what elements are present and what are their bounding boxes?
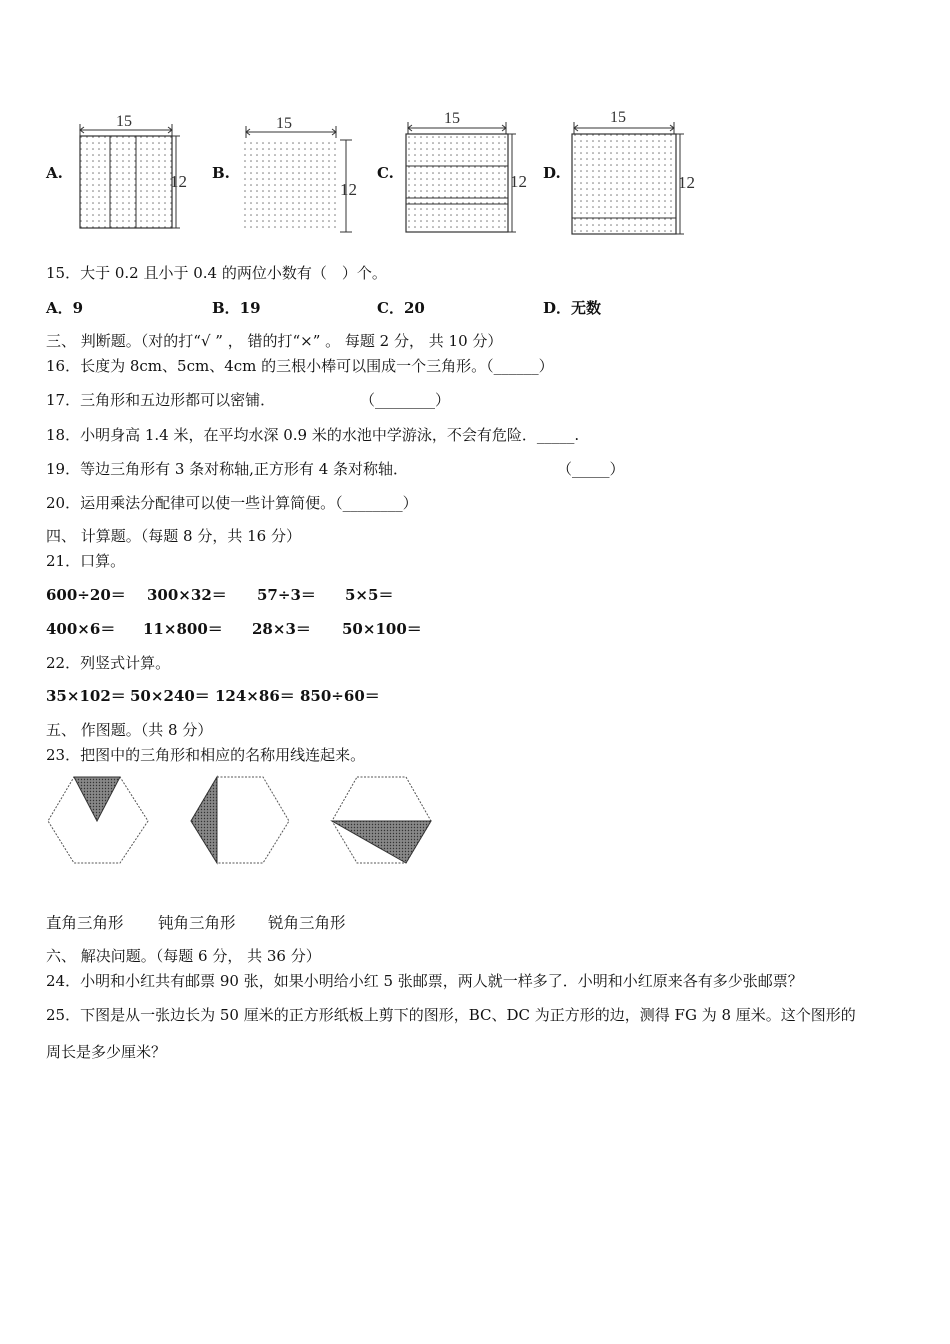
q17-blank: （________）	[360, 391, 451, 409]
hexagon-2	[191, 777, 289, 863]
calc-1-1: 600÷20＝	[46, 586, 126, 604]
figure-option-c	[400, 104, 535, 239]
fig-b-side: 12	[340, 180, 357, 199]
q17-text: 17．三角形和五边形都可以密铺．	[46, 391, 276, 409]
calc-3-2: 50×240＝	[130, 687, 210, 705]
fig-a-top: 15	[116, 113, 132, 130]
q16-text: 16．长度为 8cm、5cm、4cm 的三根小棒可以围成一个三角形。（______）	[46, 357, 554, 375]
option-b-label: B.	[212, 164, 230, 182]
q25-text-line2: 周长是多少厘米？	[46, 1043, 167, 1061]
q15-text: 15．大于 0.2 且小于 0.4 的两位小数有（ ）个。	[46, 264, 387, 282]
q15-option-b: B．19	[212, 299, 261, 317]
calc-2-2: 11×800＝	[143, 620, 223, 638]
q19-blank: （_____）	[557, 460, 625, 478]
calc-3-4: 850÷60＝	[300, 687, 380, 705]
calc-2-1: 400×6＝	[46, 620, 116, 638]
q19-text: 19．等边三角形有 3 条对称轴,正方形有 4 条对称轴．	[46, 460, 409, 478]
q21-text: 21．口算。	[46, 552, 126, 570]
name-acute-triangle: 锐角三角形	[268, 914, 346, 932]
q24-text: 24．小明和小红共有邮票 90 张，如果小明给小红 5 张邮票，两人就一样多了．小明和小红原来各有多少张邮票？	[46, 972, 803, 990]
fig-c-side: 12	[510, 172, 527, 191]
option-c-label: C.	[377, 164, 394, 182]
q15-option-a: A．9	[46, 299, 84, 317]
q20-text: 20．运用乘法分配律可以使一些计算简便。（________）	[46, 494, 418, 512]
hexagon-1	[48, 777, 148, 863]
fig-c-top: 15	[444, 110, 460, 127]
figure-option-a	[72, 110, 197, 235]
fig-a-side: 12	[170, 172, 187, 191]
fig-d-side: 12	[678, 173, 695, 192]
option-a-label: A.	[46, 164, 63, 182]
q18-text: 18．小明身高 1.4 米，在平均水深 0.9 米的水池中学游泳，不会有危险．_____.	[46, 426, 580, 444]
section-3-title: 三、 判断题。（对的打“√ ” ， 错的打“×” 。 每题 2 分， 共 10 分）	[46, 332, 503, 350]
name-right-triangle: 直角三角形	[46, 914, 124, 932]
q25-text-line1: 25．下图是从一张边长为 50 厘米的正方形纸板上剪下的图形，BC、DC 为正方形的边，测得 FG 为 8 厘米。这个图形的	[46, 1006, 856, 1024]
figure-option-b	[236, 110, 366, 240]
q15-option-d: D．无数	[543, 299, 602, 317]
name-obtuse-triangle: 钝角三角形	[158, 914, 236, 932]
figure-option-d	[566, 102, 706, 242]
calc-1-2: 300×32＝	[147, 586, 227, 604]
hexagon-figures	[44, 775, 444, 867]
option-d-label: D.	[543, 164, 561, 182]
fig-d-top: 15	[610, 109, 626, 126]
calc-3-1: 35×102＝	[46, 687, 126, 705]
q22-text: 22．列竖式计算。	[46, 654, 171, 672]
q15-option-c: C．20	[377, 299, 425, 317]
section-6-title: 六、 解决问题。（每题 6 分， 共 36 分）	[46, 947, 321, 965]
section-5-title: 五、 作图题。（共 8 分）	[46, 721, 213, 739]
calc-2-3: 28×3＝	[252, 620, 311, 638]
calc-3-3: 124×86＝	[215, 687, 295, 705]
calc-1-3: 57÷3＝	[257, 586, 316, 604]
q23-text: 23．把图中的三角形和相应的名称用线连起来。	[46, 746, 366, 764]
fig-b-top: 15	[276, 115, 292, 132]
hexagon-3	[332, 777, 431, 863]
section-4-title: 四、 计算题。（每题 8 分，共 16 分）	[46, 527, 301, 545]
calc-1-4: 5×5＝	[345, 586, 394, 604]
calc-2-4: 50×100＝	[342, 620, 422, 638]
